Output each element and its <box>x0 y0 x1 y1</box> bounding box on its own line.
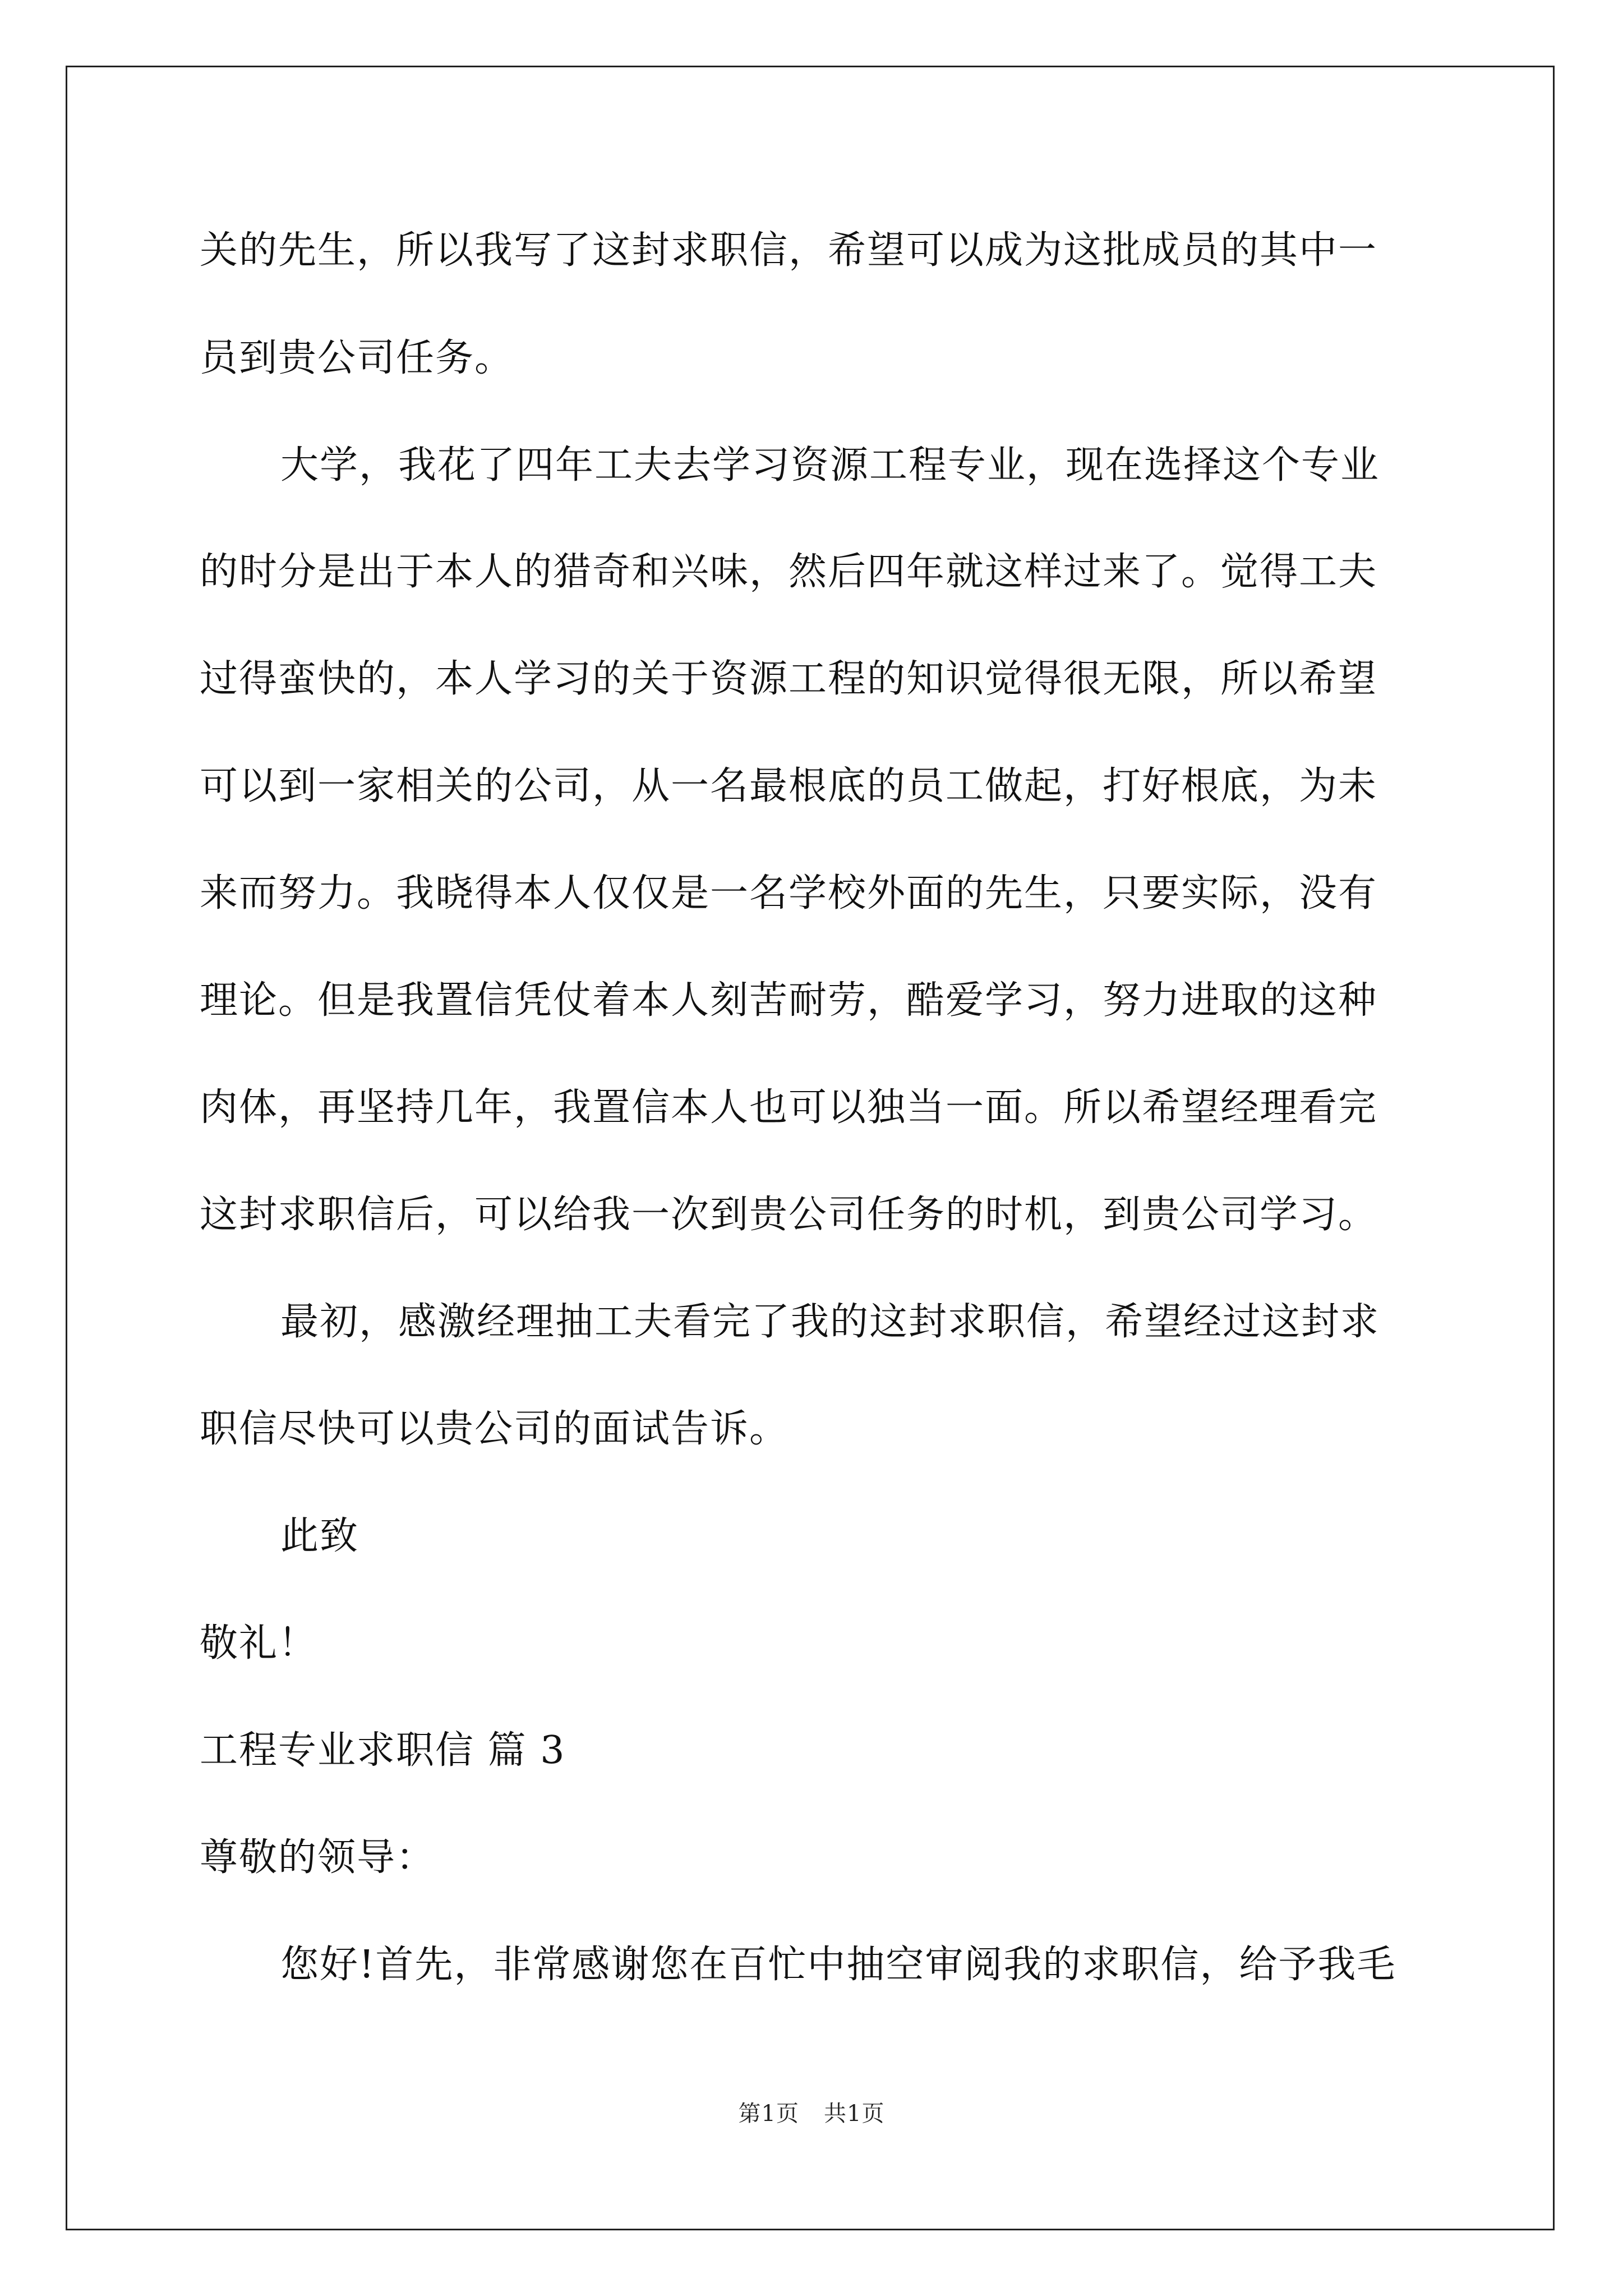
paragraph-line-2: 员到贵公司任务。 <box>200 336 514 380</box>
paragraph-line-1: 关的先生，所以我写了这封求职信，希望可以成为这批成员的其中一 <box>200 228 1378 273</box>
page-total: 共1页 <box>824 2101 885 2127</box>
greeting-line: 尊敬的领导： <box>200 1835 436 1880</box>
paragraph-line-17: 您好!首先，非常感谢您在百忙中抽空审阅我的求职信，给予我毛 <box>280 1943 1396 1987</box>
page-border <box>66 66 1555 2230</box>
paragraph-line-9: 肉体，再坚持几年，我置信本人也可以独当一面。所以希望经理看完 <box>200 1085 1378 1130</box>
paragraph-line-10: 这封求职信后，可以给我一次到贵公司任务的时机，到贵公司学习。 <box>200 1193 1378 1237</box>
paragraph-line-11: 最初，感激经理抽工夫看完了我的这封求职信，希望经过这封求 <box>280 1300 1380 1344</box>
paragraph-line-4: 的时分是出于本人的猎奇和兴味，然后四年就这样过来了。觉得工夫 <box>200 550 1378 594</box>
paragraph-line-5: 过得蛮快的，本人学习的关于资源工程的知识觉得很无限，所以希望 <box>200 657 1378 701</box>
paragraph-line-12: 职信尽快可以贵公司的面试告诉。 <box>200 1407 789 1451</box>
paragraph-line-6: 可以到一家相关的公司，从一名最根底的员工做起，打好根底，为未 <box>200 764 1378 808</box>
page-footer <box>0 2100 1623 2128</box>
closing-regards: 敬礼！ <box>200 1621 318 1665</box>
paragraph-line-3: 大学，我花了四年工夫去学习资源工程专业，现在选择这个专业 <box>280 443 1380 487</box>
paragraph-line-8: 理论。但是我置信凭仗着本人刻苦耐劳，酷爱学习，努力进取的这种 <box>200 978 1378 1023</box>
page-number: 第1页 <box>738 2101 799 2127</box>
paragraph-line-7: 来而努力。我晓得本人仅仅是一名学校外面的先生，只要实际，没有 <box>200 871 1378 915</box>
section-heading: 工程专业求职信 篇 3 <box>200 1728 566 1773</box>
closing-salutation: 此致 <box>280 1514 359 1558</box>
